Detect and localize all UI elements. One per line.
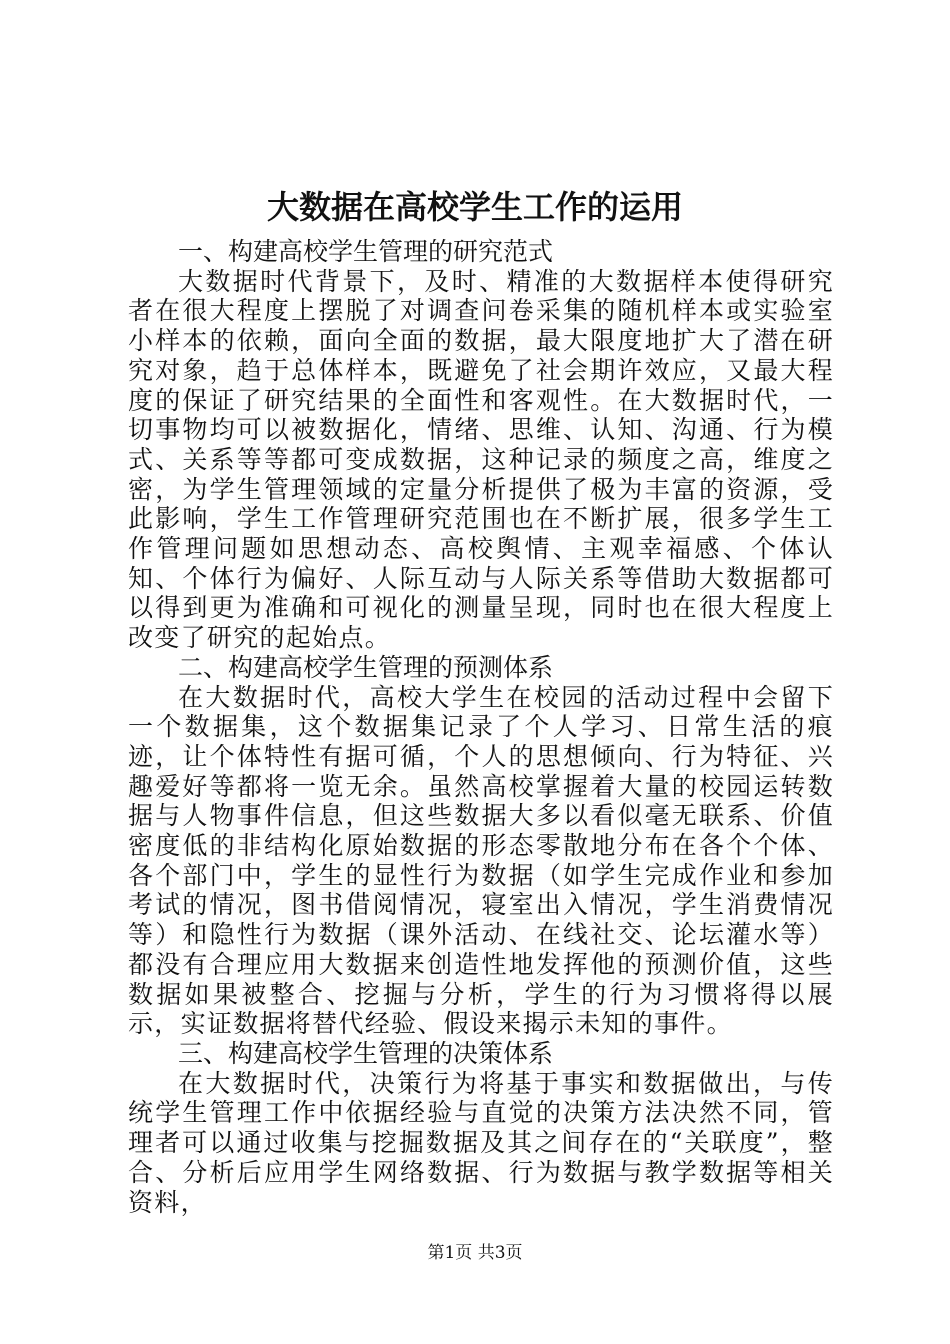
section-heading-2: 二、构建高校学生管理的预测体系: [178, 652, 554, 682]
section-heading-1: 一、构建高校学生管理的研究范式: [178, 237, 554, 266]
section-paragraph-1: 大数据时代背景下，及时、精准的大数据样本使得研究者在很大程度上摆脱了对调查问卷采集的随机样本或实验室小样本的依赖，面向全面的数据，最大限度地扩大了潜在研究对象，趋于总体样本，既避免了社会期许效应，又最大程度的保证了研究结果的全面性和客观性。在大数据时代，一切事物均可以被数据化，情绪、思维、认知、沟通、行为模式、关系等等都可变成数据，这种记录的频度之高，维度之密，为学生管理领域的定量分析提供了极为丰富的资源，受此影响，学生工作管理研究范围也在不断扩展，很多学生工作管理问题如思想动态、高校舆情、主观幸福感、个体认知、个体行为偏好、人际互动与人际关系等借助大数据都可以得到更为准确和可视化的测量呈现，同时也在很大程度上改变了研究的起始点。: [128, 266, 834, 653]
section-paragraph-3: 在大数据时代，决策行为将基于事实和数据做出，与传统学生管理工作中依据经验与直觉的决策方法决然不同，管理者可以通过收集与挖掘数据及其之间存在的“关联度”，整合、分析后应用学生网络数据、行为数据与教学数据等相关资料，: [128, 1068, 834, 1217]
section-paragraph-2: 在大数据时代，高校大学生在校园的活动过程中会留下一个数据集，这个数据集记录了个人学习、日常生活的痕迹，让个体特性有据可循，个人的思想倾向、行为特征、兴趣爱好等都将一览无余。虽然高校掌握着大量的校园运转数据与人物事件信息，但这些数据大多以看似毫无联系、价值密度低的非结构化原始数据的形态零散地分布在各个个体、各个部门中，学生的显性行为数据（如学生完成作业和参加考试的情况，图书借阅情况，寝室出入情况，学生消费情况等）和隐性行为数据（课外活动、在线社交、论坛灌水等）都没有合理应用大数据来创造性地发挥他的预测价值，这些数据如果被整合、挖掘与分析，学生的行为习惯将得以展示，实证数据将替代经验、假设来揭示未知的事件。: [128, 682, 834, 1039]
page-footer: 第1页 共3页: [427, 1243, 523, 1263]
document-title: 大数据在高校学生工作的运用: [266, 188, 683, 226]
document-body: [128, 237, 834, 1217]
section-heading-3: 三、构建高校学生管理的决策体系: [178, 1038, 554, 1068]
